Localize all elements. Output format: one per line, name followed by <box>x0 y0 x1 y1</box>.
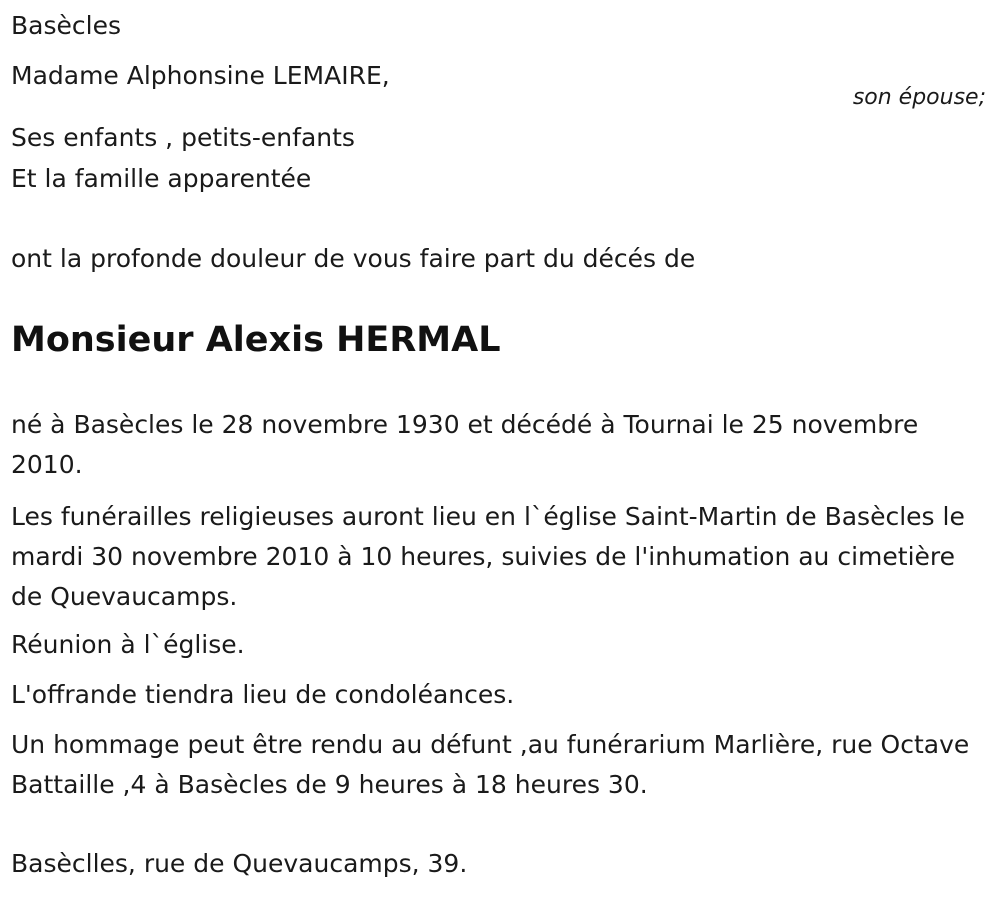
town-line: Basècles <box>11 11 121 40</box>
meeting-paragraph: Réunion à l`église. <box>11 630 245 659</box>
tribute-paragraph: Un hommage peut être rendu au défunt ,au funérarium Marlière, rue Octave Battaille ,4 à Basècles de 9 heures à 18 heures 30. <box>11 730 970 799</box>
deceased-name: Monsieur Alexis HERMAL <box>11 320 501 360</box>
funeral-paragraph: Les funérailles religieuses auront lieu en l`église Saint-Martin de Basècles le mardi 30 novembre 2010 à 10 heures, suivies de l'inhumation au cimetière de Quevaucamps. <box>11 502 965 611</box>
children-line: Ses enfants , petits-enfants <box>11 123 355 152</box>
family-line: Et la famille apparentée <box>11 164 312 193</box>
offering-paragraph: L'offrande tiendra lieu de condoléances. <box>11 680 515 709</box>
announcement-line: ont la profonde douleur de vous faire part du décés de <box>11 244 696 273</box>
spouse-role: son épouse; <box>852 85 986 110</box>
spouse-name: Madame Alphonsine LEMAIRE, <box>11 61 390 90</box>
address-line: Basèclles, rue de Quevaucamps, 39. <box>11 849 468 878</box>
birth-death-paragraph: né à Basècles le 28 novembre 1930 et décédé à Tournai le 25 novembre 2010. <box>11 410 919 479</box>
